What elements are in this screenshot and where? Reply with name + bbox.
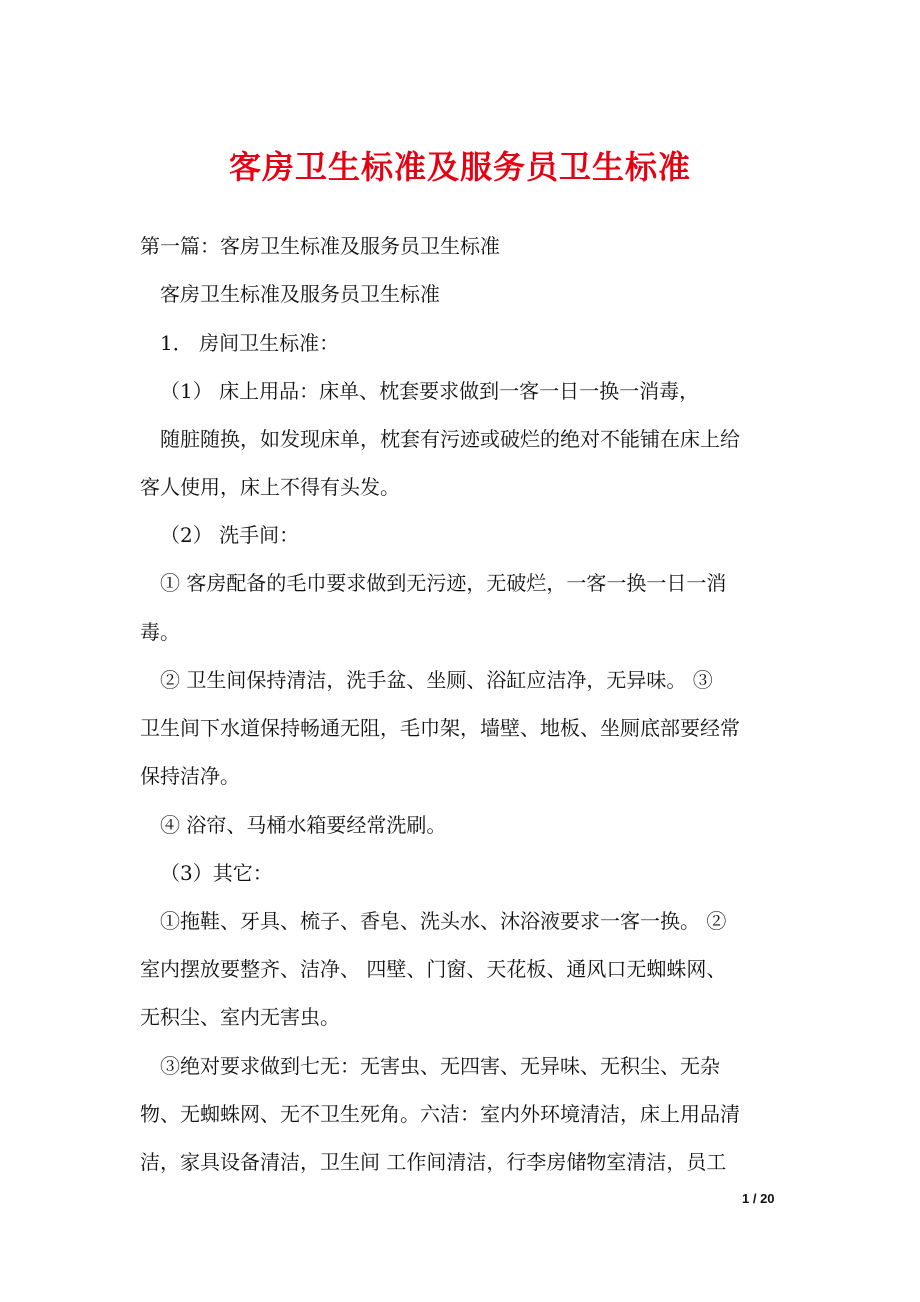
- body-line: 洁，家具设备清洁，卫生间 工作间清洁，行李房储物室清洁，员工: [140, 1150, 727, 1174]
- body-line: 物、无蜘蛛网、无不卫生死角。六洁：室内外环境清洁，床上用品清: [140, 1102, 740, 1126]
- page-number: 1 / 20: [742, 1191, 775, 1206]
- body-line: 客房卫生标准及服务员卫生标准: [160, 282, 440, 306]
- body-line: 无积尘、室内无害虫。: [140, 1005, 340, 1029]
- body-line: ② 卫生间保持清洁，洗手盆、坐厕、浴缸应洁净，无异味。 ③: [160, 668, 713, 692]
- body-line: ③绝对要求做到七无：无害虫、无四害、无异味、无积尘、无杂: [160, 1054, 720, 1078]
- body-line: ① 客房配备的毛巾要求做到无污迹，无破烂，一客一换一日一消: [160, 571, 727, 595]
- body-line: ①拖鞋、牙具、梳子、香皂、洗头水、沐浴液要求一客一换。 ②: [160, 909, 727, 933]
- body-line: 卫生间下水道保持畅通无阻，毛巾架，墙壁、地板、坐厕底部要经常: [140, 716, 740, 740]
- document-title: 客房卫生标准及服务员卫生标准: [228, 148, 691, 186]
- body-line: 随脏随换，如发现床单，枕套有污迹或破烂的绝对不能铺在床上给: [160, 427, 740, 451]
- body-line: （2） 洗手间：: [160, 523, 300, 547]
- body-line: 客人使用，床上不得有头发。: [140, 475, 400, 499]
- body-line: 毒。: [140, 620, 180, 644]
- body-line: （1） 床上用品：床单、枕套要求做到一客一日一换一消毒，: [160, 379, 700, 403]
- body-line: 保持洁净。: [140, 764, 240, 788]
- body-line: 第一篇：客房卫生标准及服务员卫生标准: [140, 234, 500, 258]
- body-line: 室内摆放要整齐、洁净、 四壁、门窗、天花板、通风口无蜘蛛网、: [140, 957, 727, 981]
- body-line: 1． 房间卫生标准：: [160, 331, 340, 355]
- body-line: ④ 浴帘、马桶水箱要经常洗刷。: [160, 813, 447, 837]
- body-line: （3）其它：: [160, 861, 273, 885]
